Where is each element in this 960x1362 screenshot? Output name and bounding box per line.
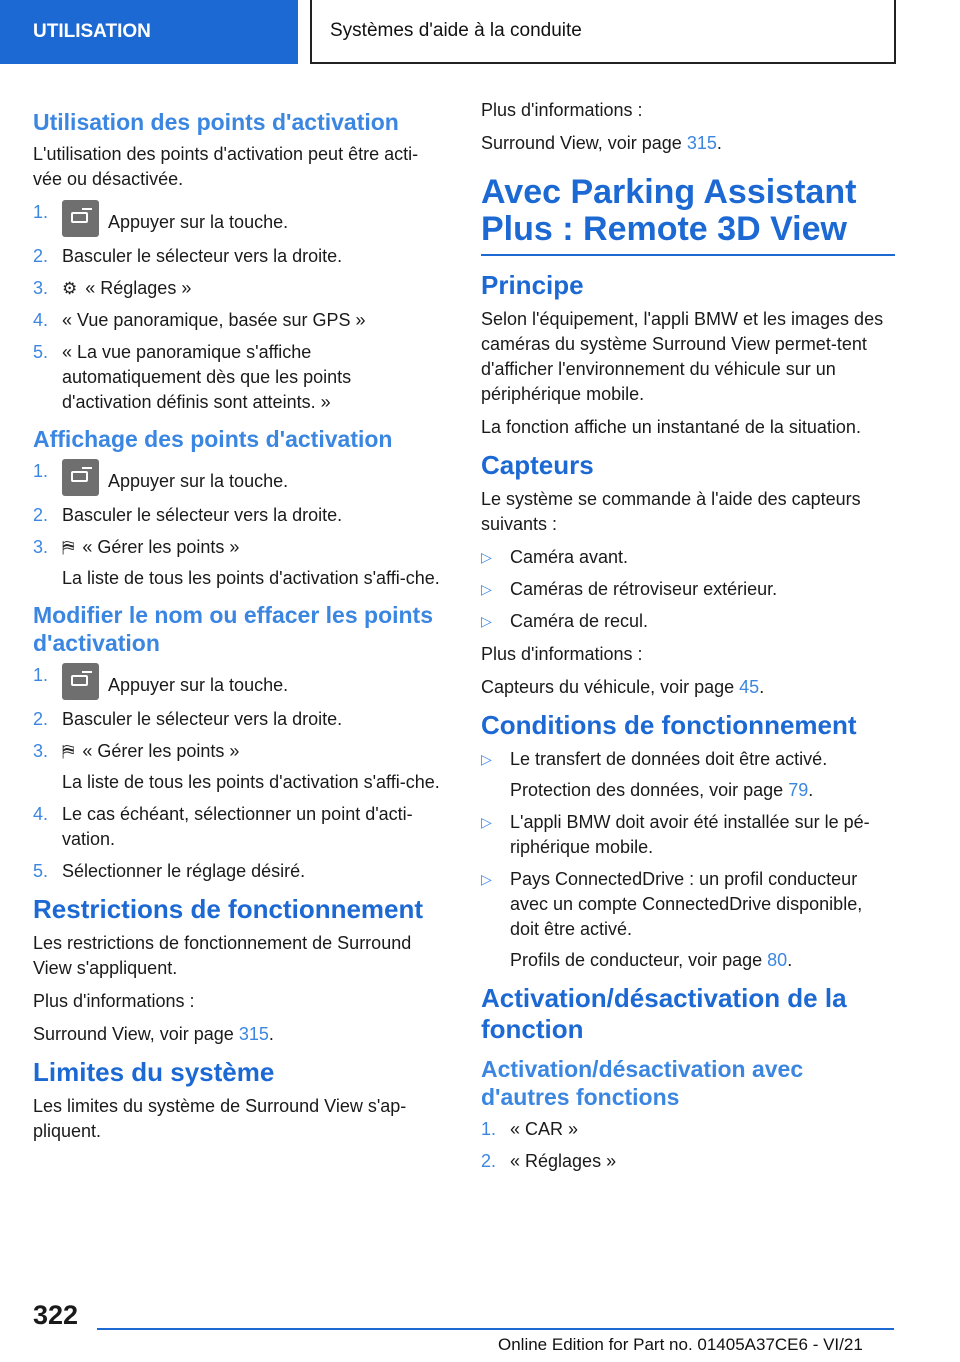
step-number: 2. <box>33 246 49 266</box>
paragraph-intro: L'utilisation des points d'activation peut être acti‐vée ou désactivée. <box>33 144 419 189</box>
steps-activation <box>481 1117 895 1174</box>
manage-points-icon: ⛿ <box>62 742 75 761</box>
touch-button-icon <box>62 459 99 496</box>
triangle-bullet-icon: ▷ <box>481 613 492 629</box>
heading-sensors: Capteurs <box>481 450 594 480</box>
step-number: 3. <box>33 278 49 298</box>
touch-button-icon <box>62 200 99 237</box>
more-info-label: Plus d'informations : <box>481 644 643 664</box>
list-item <box>481 545 895 570</box>
triangle-bullet-icon: ▷ <box>481 751 492 767</box>
sensor-list <box>481 545 895 634</box>
step-number: 3. <box>33 741 49 761</box>
list-item <box>33 340 445 415</box>
step-text: Appuyer sur la touche. <box>108 675 289 695</box>
reference-text: Protection des données, voir page <box>510 780 784 800</box>
step-text: Basculer le sélecteur vers la droite. <box>62 709 343 729</box>
list-item <box>33 739 445 795</box>
step-text: « Vue panoramique, basée sur GPS » <box>62 310 366 330</box>
page-number: 322 <box>33 1300 79 1330</box>
cross-reference: Surround View, voir page 315. <box>33 1024 274 1044</box>
header-section-label: UTILISATION <box>33 21 151 42</box>
heading-functional-restrictions: Restrictions de fonctionnement <box>33 894 424 924</box>
step-text: Basculer le sélecteur vers la droite. <box>62 505 343 525</box>
more-info-label: Plus d'informations : <box>33 991 195 1011</box>
step-number: 1. <box>33 461 49 481</box>
paragraph: Selon l'équipement, l'appli BMW et les images des caméras du système Surround View permet‐tent d'afficher l'environnement du véhicule sur un périphérique mobile. <box>481 309 884 404</box>
step-note: La liste de tous les points d'activation s'affi‐che. <box>62 772 440 792</box>
list-item <box>481 609 895 634</box>
step-note: La liste de tous les points d'activation s'affi‐che. <box>62 568 440 588</box>
list-item <box>481 1149 895 1174</box>
list-item <box>481 810 895 860</box>
step-number: 2. <box>481 1151 497 1171</box>
heading-activation: Activation/désactivation de la fonction <box>481 983 847 1044</box>
header-title-box <box>310 0 896 64</box>
cross-reference: Capteurs du véhicule, voir page 45. <box>481 677 765 697</box>
item-text: Le transfert de données doit être activé. <box>510 749 828 769</box>
paragraph: Les limites du système de Surround View s'ap‐pliquent. <box>33 1096 407 1141</box>
list-item <box>33 276 445 301</box>
step-text: « Réglages » <box>510 1151 617 1171</box>
step-number: 5. <box>33 342 49 362</box>
steps-display-activation-points <box>33 459 445 591</box>
list-item <box>33 200 445 237</box>
heading-display-activation-points: Affichage des points d'activation <box>33 426 393 452</box>
step-number: 1. <box>33 202 49 222</box>
right-column <box>481 98 895 1182</box>
footer-rule <box>97 1328 894 1330</box>
page-link[interactable]: 45 <box>739 677 760 697</box>
list-item <box>33 244 445 269</box>
step-number: 4. <box>33 804 49 824</box>
triangle-bullet-icon: ▷ <box>481 814 492 830</box>
steps-rename-delete-points <box>33 663 445 884</box>
page-link[interactable]: 79 <box>788 780 809 800</box>
reference-text: Surround View, voir page <box>481 133 682 153</box>
heading-rename-delete-points: Modifier le nom ou effacer les points d'activation <box>33 602 434 656</box>
left-column <box>33 98 445 1152</box>
list-item <box>33 663 445 700</box>
subheading-activation-other: Activation/désactivation avec d'autres fonctions <box>481 1056 804 1110</box>
conditions-list <box>481 747 895 973</box>
heading-use-activation-points: Utilisation des points d'activation <box>33 109 399 135</box>
paragraph: Les restrictions de fonctionnement de Surround View s'appliquent. <box>33 933 412 978</box>
page-link[interactable]: 80 <box>767 950 788 970</box>
step-number: 4. <box>33 310 49 330</box>
heading-operating-conditions: Conditions de fonctionnement <box>481 710 857 740</box>
step-number: 5. <box>33 861 49 881</box>
step-number: 1. <box>33 665 49 685</box>
heading-remote-3d-view: Avec Parking Assistant Plus : Remote 3D View <box>481 174 895 256</box>
paragraph: La fonction affiche un instantané de la situation. <box>481 417 861 437</box>
item-text: Caméras de rétroviseur extérieur. <box>510 579 778 599</box>
triangle-bullet-icon: ▷ <box>481 581 492 597</box>
list-item <box>481 747 895 803</box>
list-item <box>33 503 445 528</box>
step-number: 2. <box>33 709 49 729</box>
list-item <box>481 577 895 602</box>
list-item <box>33 859 445 884</box>
step-text: « Gérer les points » <box>82 741 240 761</box>
step-text: « La vue panoramique s'affiche automatiquement dès que les points d'activation définis sont atteints. » <box>62 342 352 412</box>
touch-button-icon <box>62 663 99 700</box>
step-text: « CAR » <box>510 1119 579 1139</box>
cross-reference: Surround View, voir page 315. <box>481 133 722 153</box>
page-link[interactable]: 315 <box>686 133 717 153</box>
cross-reference: Profils de conducteur, voir page 80. <box>510 950 793 970</box>
list-item <box>33 459 445 496</box>
step-number: 1. <box>481 1119 497 1139</box>
heading-system-limits: Limites du système <box>33 1057 275 1087</box>
list-item <box>481 867 895 973</box>
heading-principle: Principe <box>481 270 584 300</box>
step-number: 3. <box>33 537 49 557</box>
list-item <box>33 535 445 591</box>
reference-text: Surround View, voir page <box>33 1024 234 1044</box>
list-item <box>33 308 445 333</box>
step-text: « Gérer les points » <box>82 537 240 557</box>
gear-icon: ⚙ <box>62 279 78 298</box>
edition-note: Online Edition for Part no. 01405A37CE6 - VI/21 <box>498 1335 863 1354</box>
step-text: Sélectionner le réglage désiré. <box>62 861 306 881</box>
triangle-bullet-icon: ▷ <box>481 871 492 887</box>
reference-text: Capteurs du véhicule, voir page <box>481 677 735 697</box>
list-item <box>481 1117 895 1142</box>
item-text: Caméra de recul. <box>510 611 649 631</box>
reference-text: Profils de conducteur, voir page <box>510 950 763 970</box>
step-text: « Réglages » <box>85 278 192 298</box>
step-number: 2. <box>33 505 49 525</box>
item-text: Caméra avant. <box>510 547 629 567</box>
item-text: L'appli BMW doit avoir été installée sur le pé‐riphérique mobile. <box>510 812 870 857</box>
step-text: Appuyer sur la touche. <box>108 471 289 491</box>
manage-points-icon: ⛿ <box>62 538 75 557</box>
header-section-tab <box>0 0 298 64</box>
paragraph: Le système se commande à l'aide des capteurs suivants : <box>481 489 861 534</box>
cross-reference: Protection des données, voir page 79. <box>510 780 814 800</box>
triangle-bullet-icon: ▷ <box>481 549 492 565</box>
steps-use-activation-points <box>33 200 445 415</box>
step-text: Appuyer sur la touche. <box>108 212 289 232</box>
item-text: Pays ConnectedDrive : un profil conducteur avec un compte ConnectedDrive disponible, doit être activé. <box>510 869 863 939</box>
header-title: Systèmes d'aide à la conduite <box>330 20 582 41</box>
step-text: Basculer le sélecteur vers la droite. <box>62 246 343 266</box>
more-info-label: Plus d'informations : <box>481 100 643 120</box>
list-item <box>33 707 445 732</box>
list-item <box>33 802 445 852</box>
step-text: Le cas échéant, sélectionner un point d'acti‐vation. <box>62 804 413 849</box>
page-link[interactable]: 315 <box>238 1024 269 1044</box>
